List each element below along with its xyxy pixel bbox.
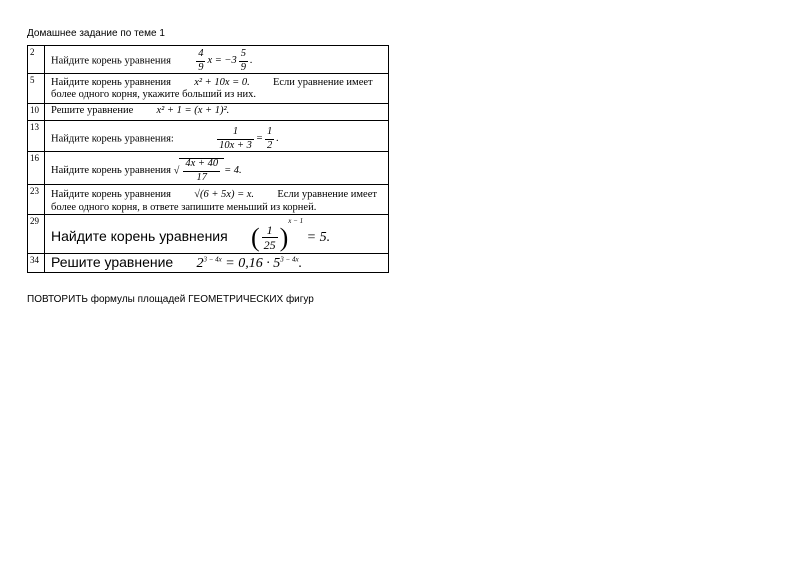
tasks-table — [27, 45, 389, 273]
task-number: 13 — [28, 121, 45, 152]
task-text: Найдите корень уравнения — [51, 55, 171, 67]
task-body — [45, 74, 389, 104]
page-heading: Домашнее задание по теме 1 — [27, 28, 165, 39]
equation: x² + 1 = (x + 1)². — [156, 105, 230, 116]
equation: $2^{3 - 4x} = 0,16 \cdot 5^{3 - 4x}$. — [196, 255, 303, 271]
task-text: Найдите корень уравнения: — [51, 133, 174, 145]
equation: x² + 10x = 0. — [194, 77, 250, 88]
table-row — [28, 46, 389, 74]
task-number: 23 — [28, 185, 45, 215]
task-number: 5 — [28, 74, 45, 104]
equation: $\frac{4}{9}$ x = −3 $\frac{5}{9}$ . — [198, 48, 253, 73]
equation: √ $\frac{4x + 40}{17}$ = 4. — [173, 158, 242, 183]
task-body — [45, 46, 389, 74]
equation: √(6 + 5x) = x. — [194, 189, 255, 200]
task-body — [45, 215, 389, 254]
task-number: 29 — [28, 215, 45, 254]
task-text: Решите уравнение — [51, 253, 174, 270]
footer-note: ПОВТОРИТЬ формулы площадей ГЕОМЕТРИЧЕСКИХ фигур — [27, 294, 314, 305]
table-row — [28, 74, 389, 104]
task-text: Найдите корень уравнения — [51, 164, 171, 176]
task-text: Если уравнение имеет — [272, 77, 373, 88]
table-row — [28, 152, 389, 185]
table-row — [28, 253, 389, 272]
task-text: Найдите корень уравнения — [51, 77, 171, 88]
task-text: Найдите корень уравнения — [51, 189, 171, 200]
table-row — [28, 215, 389, 254]
task-text: Решите уравнение — [51, 105, 134, 116]
task-text: Найдите корень уравнения — [51, 228, 228, 244]
table-row — [28, 185, 389, 215]
task-body — [45, 185, 389, 215]
task-number: 34 — [28, 253, 45, 272]
task-text: более одного корня, в ответе запишите меньший из корней. — [51, 202, 317, 213]
task-body — [45, 152, 389, 185]
task-number: 10 — [28, 104, 45, 121]
task-text: Если уравнение имеет — [277, 189, 377, 200]
task-body — [45, 104, 389, 121]
task-body — [45, 253, 389, 272]
task-body — [45, 121, 389, 152]
equation: ( $\frac{1}{25}$ )$^{x - 1}$ = 5. — [250, 217, 331, 253]
table-row — [28, 121, 389, 152]
task-number: 16 — [28, 152, 45, 185]
task-text: более одного корня, укажите больший из них. — [51, 89, 257, 100]
table-row — [28, 104, 389, 121]
task-number: 2 — [28, 46, 45, 74]
equation: $\frac{1}{10x + 3}$ = $\frac{1}{2}$ . — [219, 126, 279, 151]
